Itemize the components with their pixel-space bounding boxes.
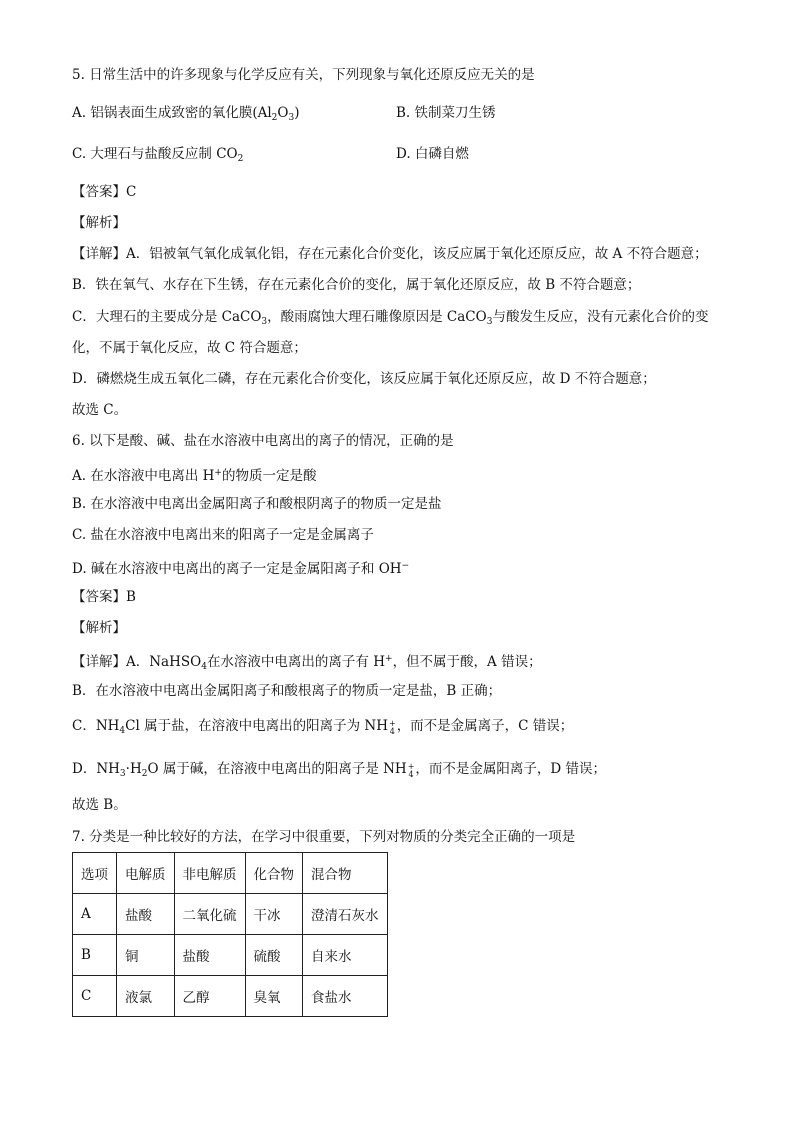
table-cell: B [73, 935, 117, 976]
q5-detail-4: D．磷燃烧生成五氧化二磷，存在元素化合价变化，该反应属于氧化还原反应，故 D 不符合题意； [72, 371, 656, 387]
q6-detail-4: D．$NH_3\cdot H_2O$ 属于碱，在溶液中电离出的阳离子是 NH+ 4 ，而不是金属阳离子，D 错误； [72, 761, 607, 779]
table-row [73, 976, 388, 1017]
q5-option-b: B. 铁制菜刀生锈 [396, 105, 496, 121]
table-cell: A [73, 894, 117, 935]
q5-stem: 5. 日常生活中的许多现象与化学反应有关，下列现象与氧化还原反应无关的是 [72, 67, 535, 83]
q6-detail-3: C．$NH_4Cl$ 属于盐，在溶液中电离出的阳离子为 NH+ 4 ，而不是金属离子，C 错误； [72, 718, 574, 736]
q6-choose: 故选 B。 [72, 797, 127, 813]
table-header-cell: 混合物 [303, 853, 388, 894]
q6-option-a: A. 在水溶液中电离出 H+的物质一定是酸 [72, 468, 317, 484]
q6-answer: 【答案】B [72, 589, 136, 605]
table-header-cell: 化合物 [245, 853, 303, 894]
table-header-cell: 非电解质 [174, 853, 245, 894]
q6-option-c: C. 盐在水溶液中电离出来的阳离子一定是金属离子 [72, 527, 374, 543]
q5-answer: 【答案】C [72, 184, 137, 200]
q5-choose: 故选 C。 [72, 402, 128, 418]
q6-option-d: D. 碱在水溶液中电离出的离子一定是金属阳离子和 OH− [72, 561, 410, 577]
q5-detail-2: B．铁在氧气、水存在下生锈，存在元素化合价的变化，属于氧化还原反应，故 B 不符合题意； [72, 277, 641, 293]
table-cell: 干冰 [245, 894, 303, 935]
q5-detail-1: 【详解】A．铝被氧气氧化成氧化铝，存在元素化合价变化，该反应属于氧化还原反应，故 A 不符合题意； [72, 246, 708, 262]
table-cell: 二氧化硫 [174, 894, 245, 935]
table-cell: 澄清石灰水 [303, 894, 388, 935]
table-cell: 液氯 [117, 976, 175, 1017]
table-header-cell: 选项 [73, 853, 117, 894]
q5-option-c: C. 大理石与盐酸反应制 $CO_2$ [72, 146, 244, 164]
table-cell: C [73, 976, 117, 1017]
q5-option-a: A. 铝锅表面生成致密的氧化膜$(Al_2O_3)$ [72, 105, 300, 123]
table-cell: 乙醇 [174, 976, 245, 1017]
q6-detail-2: B．在水溶液中电离出金属阳离子和酸根离子的物质一定是盐，B 正确； [72, 683, 502, 699]
q6-option-b: B. 在水溶液中电离出金属阳离子和酸根阴离子的物质一定是盐 [72, 496, 442, 512]
q5-detail-3-cont: 化，不属于氧化反应，故 C 符合题意； [72, 340, 307, 356]
q5-option-d: D. 白磷自燃 [396, 146, 469, 162]
table-cell: 盐酸 [117, 894, 175, 935]
q5-detail-3: C．大理石的主要成分是 CaCO$_3$，酸雨腐蚀大理石雕像原因是 CaCO$_3$与酸发生反应，没有元素化合价的变 [72, 309, 709, 327]
table-cell: 盐酸 [174, 935, 245, 976]
table-cell: 食盐水 [303, 976, 388, 1017]
q6-analysis-label: 【解析】 [72, 620, 126, 636]
table-cell: 铜 [117, 935, 175, 976]
table-row [73, 935, 388, 976]
table-row [73, 894, 388, 935]
q5-analysis-label: 【解析】 [72, 215, 126, 231]
table-header-row [73, 853, 388, 894]
table-cell: 臭氧 [245, 976, 303, 1017]
q7-stem: 7. 分类是一种比较好的方法，在学习中很重要，下列对物质的分类完全正确的一项是 [72, 829, 576, 845]
table-cell: 自来水 [303, 935, 388, 976]
q6-detail-1: 【详解】A．NaHSO$_4$在水溶液中电离出的离子有 H+，但不属于酸，A 错误； [72, 654, 542, 672]
classification-table [72, 852, 388, 1017]
table-cell: 硫酸 [245, 935, 303, 976]
table-header-cell: 电解质 [117, 853, 175, 894]
q6-stem: 6. 以下是酸、碱、盐在水溶液中电离出的离子的情况，正确的是 [72, 433, 454, 449]
